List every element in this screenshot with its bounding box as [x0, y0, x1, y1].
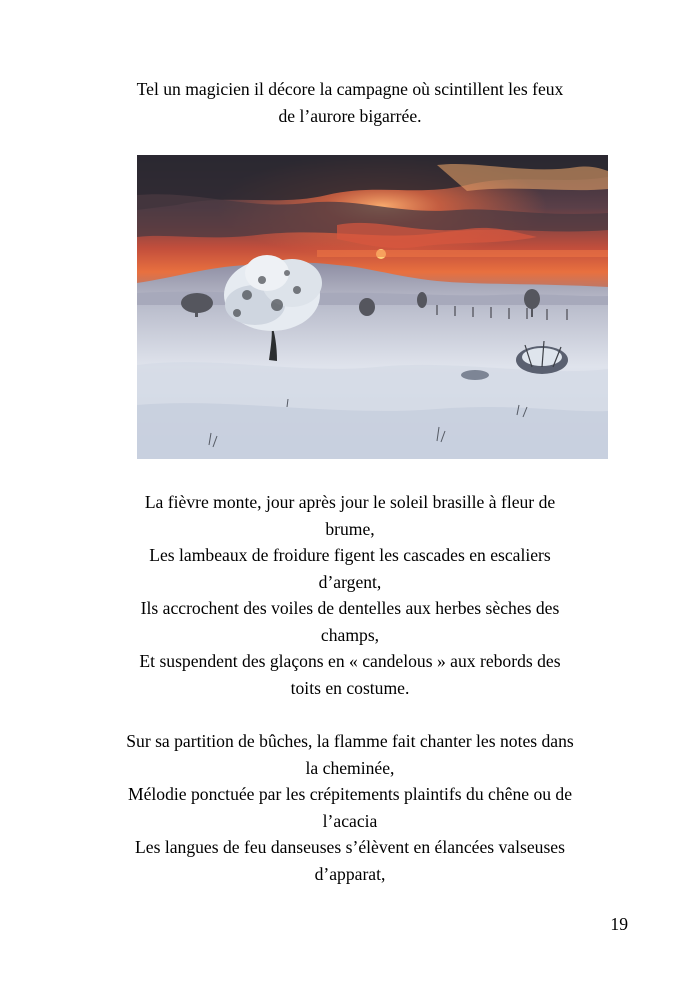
- text-line: Mélodie ponctuée par les crépitements plaintifs du chêne ou de: [127, 784, 573, 804]
- intro-paragraph: [80, 76, 620, 129]
- text-line: Les lambeaux de froidure figent les cascades en escaliers: [149, 545, 551, 565]
- text-line: brume,: [325, 518, 375, 539]
- text-line: La fièvre monte, jour après jour le soleil brasille à fleur de: [144, 492, 556, 512]
- text-line: de l’aurore bigarrée.: [278, 105, 422, 126]
- text-line: Ils accrochent des voiles de dentelles aux herbes sèches des: [140, 598, 560, 618]
- stanza-2: [80, 728, 620, 887]
- text-line: d’apparat,: [314, 863, 386, 884]
- text-line: champs,: [320, 624, 380, 645]
- text-line: Tel un magicien il décore la campagne où scintillent les feux: [136, 79, 564, 99]
- text-line: la cheminée,: [305, 757, 395, 778]
- text-line: toits en costume.: [290, 677, 410, 698]
- page-number: 19: [610, 914, 628, 934]
- text-line: Les langues de feu danseuses s’élèvent en élancées valseuses: [135, 837, 565, 857]
- stanza-1: [80, 489, 620, 701]
- text-line: l’acacia: [322, 810, 378, 831]
- winter-sunset-photo: [137, 155, 608, 459]
- text-line: d’argent,: [318, 571, 382, 592]
- text-line: Sur sa partition de bûches, la flamme fait chanter les notes dans: [126, 731, 574, 751]
- text-line: Et suspendent des glaçons en « candelous » aux rebords des: [139, 651, 561, 671]
